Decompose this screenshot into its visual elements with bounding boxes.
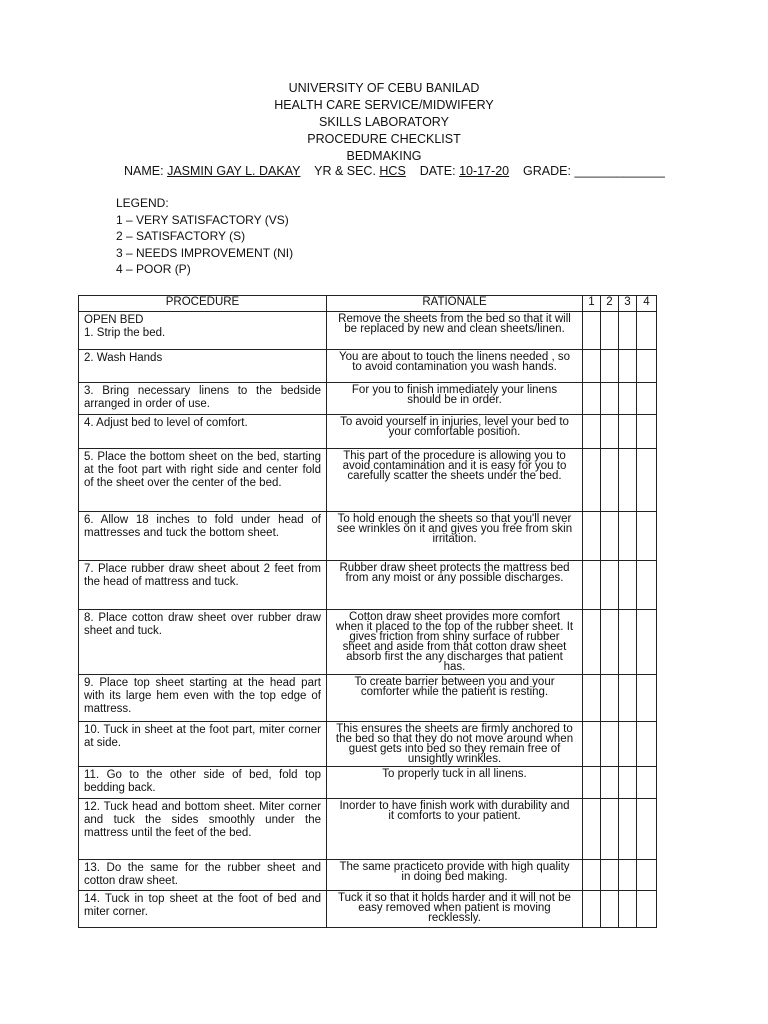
procedure-cell: OPEN BED 1. Strip the bed. xyxy=(79,312,327,350)
date-label: DATE: xyxy=(419,164,460,178)
legend-item: 1 – VERY SATISFACTORY (VS) xyxy=(116,212,289,227)
student-info xyxy=(124,164,665,178)
score-cell-3[interactable] xyxy=(619,610,637,675)
score-cell-1[interactable] xyxy=(583,860,601,891)
table-row xyxy=(79,610,657,675)
procedure-cell: 8. Place cotton draw sheet over rubber draw sheet and tuck. xyxy=(79,610,327,675)
score-cell-2[interactable] xyxy=(601,860,619,891)
legend-title: LEGEND: xyxy=(116,196,169,210)
rationale-cell: For you to finish immediately your linens should be in order. xyxy=(327,383,583,415)
table-row xyxy=(79,675,657,722)
score-cell-2[interactable] xyxy=(601,383,619,415)
score-cell-3[interactable] xyxy=(619,312,637,350)
department-name: HEALTH CARE SERVICE/MIDWIFERY xyxy=(274,98,494,112)
score-cell-4[interactable] xyxy=(637,675,657,722)
name-label: NAME: xyxy=(124,164,168,178)
score-cell-1[interactable] xyxy=(583,350,601,383)
yr-sec-value: HCS xyxy=(379,164,406,178)
score-cell-2[interactable] xyxy=(601,350,619,383)
score-cell-1[interactable] xyxy=(583,891,601,928)
score-cell-4[interactable] xyxy=(637,722,657,767)
score-cell-4[interactable] xyxy=(637,383,657,415)
name-value: JASMIN GAY L. DAKAY xyxy=(167,164,301,178)
score-cell-1[interactable] xyxy=(583,610,601,675)
score-cell-1[interactable] xyxy=(583,512,601,561)
legend-item: 2 – SATISFACTORY (S) xyxy=(116,229,246,243)
score-cell-4[interactable] xyxy=(637,799,657,860)
table-row xyxy=(79,449,657,512)
score-cell-3[interactable] xyxy=(619,415,637,449)
score-cell-4[interactable] xyxy=(637,891,657,928)
header-score-4: 4 xyxy=(637,296,657,312)
document-header xyxy=(0,80,768,165)
score-cell-3[interactable] xyxy=(619,449,637,512)
score-cell-3[interactable] xyxy=(619,799,637,860)
grade-value: _____________ xyxy=(574,164,665,178)
score-cell-2[interactable] xyxy=(601,722,619,767)
header-score-2: 2 xyxy=(601,296,619,312)
table-row xyxy=(79,383,657,415)
score-cell-3[interactable] xyxy=(619,383,637,415)
score-cell-3[interactable] xyxy=(619,767,637,799)
header-procedure: PROCEDURE xyxy=(79,296,327,312)
rationale-cell: Cotton draw sheet provides more comfort when it placed to the top of the rubber sheet. It gives friction from shiny surface of rubber sheet and aside from that cotton draw sheet absorb first the any discharges that patient has. xyxy=(327,610,583,675)
legend xyxy=(116,195,293,278)
procedure-cell: 13. Do the same for the rubber sheet and cotton draw sheet. xyxy=(79,860,327,891)
score-cell-2[interactable] xyxy=(601,561,619,610)
yr-sec-label: YR & SEC. xyxy=(314,164,380,178)
procedure-title: BEDMAKING xyxy=(346,149,422,163)
score-cell-1[interactable] xyxy=(583,383,601,415)
rationale-cell: Tuck it so that it holds harder and it will not be easy removed when patient is moving recklessly. xyxy=(327,891,583,928)
score-cell-4[interactable] xyxy=(637,512,657,561)
procedure-cell: 7. Place rubber draw sheet about 2 feet from the head of mattress and tuck. xyxy=(79,561,327,610)
table-row xyxy=(79,312,657,350)
score-cell-3[interactable] xyxy=(619,722,637,767)
rationale-cell: Inorder to have finish work with durability and it comforts to your patient. xyxy=(327,799,583,860)
score-cell-4[interactable] xyxy=(637,860,657,891)
procedure-cell: 11. Go to the other side of bed, fold top bedding back. xyxy=(79,767,327,799)
header-rationale: RATIONALE xyxy=(327,296,583,312)
procedure-cell: 14. Tuck in top sheet at the foot of bed and miter corner. xyxy=(79,891,327,928)
procedure-checklist-table xyxy=(78,295,657,928)
procedure-cell: 4. Adjust bed to level of comfort. xyxy=(79,415,327,449)
rationale-cell: Rubber draw sheet protects the mattress bed from any moist or any possible discharges. xyxy=(327,561,583,610)
score-cell-2[interactable] xyxy=(601,675,619,722)
score-cell-1[interactable] xyxy=(583,449,601,512)
score-cell-1[interactable] xyxy=(583,799,601,860)
score-cell-2[interactable] xyxy=(601,415,619,449)
score-cell-3[interactable] xyxy=(619,350,637,383)
score-cell-3[interactable] xyxy=(619,512,637,561)
score-cell-3[interactable] xyxy=(619,561,637,610)
grade-label: GRADE: xyxy=(523,164,575,178)
score-cell-2[interactable] xyxy=(601,610,619,675)
rationale-cell: This part of the procedure is allowing you to avoid contamination and it is easy for you to carefully scatter the sheets under the bed. xyxy=(327,449,583,512)
score-cell-4[interactable] xyxy=(637,312,657,350)
rationale-cell: To avoid yourself in injuries, level your bed to your comfortable position. xyxy=(327,415,583,449)
score-cell-1[interactable] xyxy=(583,415,601,449)
table-row xyxy=(79,415,657,449)
table-row xyxy=(79,512,657,561)
rationale-cell: To create barrier between you and your comforter while the patient is resting. xyxy=(327,675,583,722)
legend-item: 4 – POOR (P) xyxy=(116,262,191,276)
score-cell-4[interactable] xyxy=(637,561,657,610)
rationale-cell: You are about to touch the linens needed , so to avoid contamination you wash hands. xyxy=(327,350,583,383)
rationale-cell: To hold enough the sheets so that you'll never see wrinkles on it and gives you free from skin irritation. xyxy=(327,512,583,561)
legend-item: 3 – NEEDS IMPROVEMENT (NI) xyxy=(116,245,294,260)
procedure-cell: 2. Wash Hands xyxy=(79,350,327,383)
score-cell-2[interactable] xyxy=(601,767,619,799)
table-row xyxy=(79,767,657,799)
rationale-cell: This ensures the sheets are firmly anchored to the bed so that they do not move around when guest gets into bed so they remain free of unsightly wrinkles. xyxy=(327,722,583,767)
score-cell-4[interactable] xyxy=(637,449,657,512)
score-cell-1[interactable] xyxy=(583,767,601,799)
score-cell-2[interactable] xyxy=(601,799,619,860)
header-score-1: 1 xyxy=(583,296,601,312)
table-row xyxy=(79,860,657,891)
score-cell-2[interactable] xyxy=(601,449,619,512)
score-cell-4[interactable] xyxy=(637,610,657,675)
table-row xyxy=(79,561,657,610)
procedure-cell: 12. Tuck head and bottom sheet. Miter corner and tuck the sides smoothly under the mattress until the feet of the bed. xyxy=(79,799,327,860)
table-row xyxy=(79,350,657,383)
procedure-cell: 9. Place top sheet starting at the head part with its large hem even with the top edge of mattress. xyxy=(79,675,327,722)
score-cell-2[interactable] xyxy=(601,512,619,561)
document-title: PROCEDURE CHECKLIST xyxy=(307,132,461,146)
score-cell-1[interactable] xyxy=(583,561,601,610)
table-row xyxy=(79,799,657,860)
table-row xyxy=(79,722,657,767)
university-name: UNIVERSITY OF CEBU BANILAD xyxy=(288,81,480,95)
score-cell-3[interactable] xyxy=(619,860,637,891)
procedure-cell: 6. Allow 18 inches to fold under head of mattresses and tuck the bottom sheet. xyxy=(79,512,327,561)
score-cell-1[interactable] xyxy=(583,675,601,722)
table-header-row xyxy=(79,296,657,312)
rationale-cell: The same practiceto provide with high quality in doing bed making. xyxy=(327,860,583,891)
score-cell-4[interactable] xyxy=(637,767,657,799)
procedure-cell: 10. Tuck in sheet at the foot part, miter corner at side. xyxy=(79,722,327,767)
score-cell-4[interactable] xyxy=(637,415,657,449)
score-cell-1[interactable] xyxy=(583,312,601,350)
table-row xyxy=(79,891,657,928)
score-cell-3[interactable] xyxy=(619,891,637,928)
procedure-cell: 5. Place the bottom sheet on the bed, starting at the foot part with right side and center fold of the sheet over the center of the bed. xyxy=(79,449,327,512)
header-score-3: 3 xyxy=(619,296,637,312)
procedure-cell: 3. Bring necessary linens to the bedside arranged in order of use. xyxy=(79,383,327,415)
score-cell-2[interactable] xyxy=(601,891,619,928)
score-cell-3[interactable] xyxy=(619,675,637,722)
score-cell-2[interactable] xyxy=(601,312,619,350)
lab-name: SKILLS LABORATORY xyxy=(319,115,449,129)
score-cell-4[interactable] xyxy=(637,350,657,383)
rationale-cell: To properly tuck in all linens. xyxy=(327,767,583,799)
score-cell-1[interactable] xyxy=(583,722,601,767)
date-value: 10-17-20 xyxy=(459,164,510,178)
rationale-cell: Remove the sheets from the bed so that it will be replaced by new and clean sheets/linen. xyxy=(327,312,583,350)
